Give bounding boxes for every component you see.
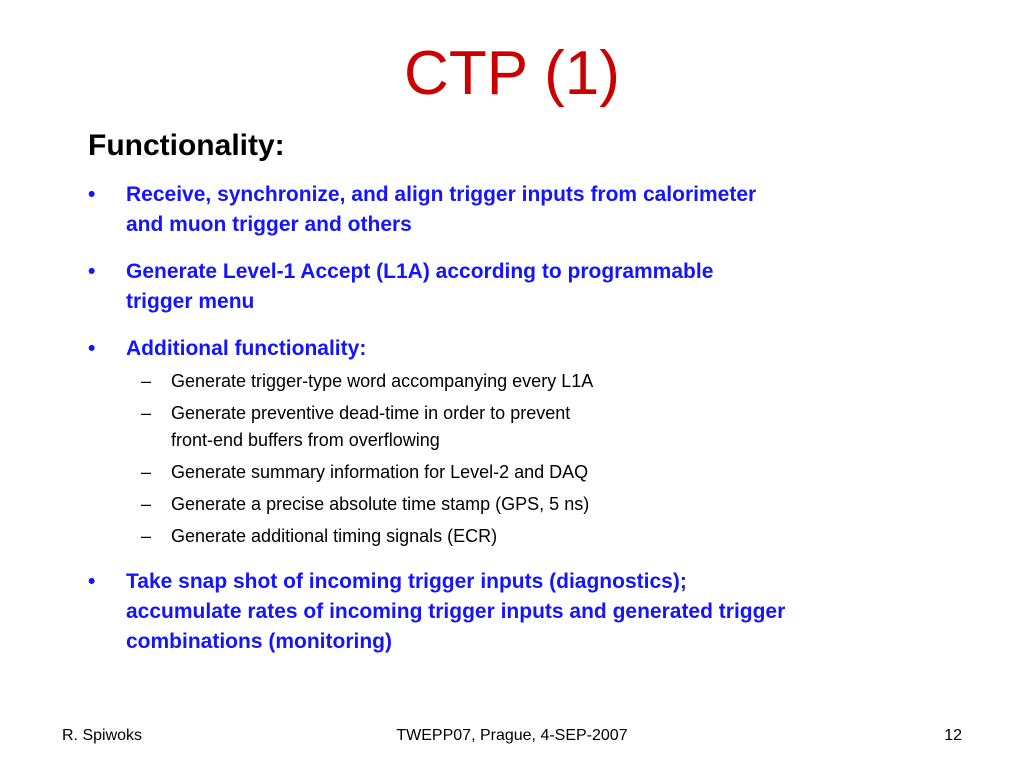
bullet-marker: • [88,337,96,360]
sub-bullet-list [126,368,948,550]
sub-item-summary [126,459,948,486]
sub-item-trigger-type [126,368,948,395]
dash-marker: – [141,462,152,482]
bullet-text-line: Generate Level-1 Accept (L1A) according to programmable [126,260,714,283]
bullet-item-generate-l1a [88,257,948,317]
bullet-text-line: accumulate rates of incoming trigger inputs and generated trigger [126,600,786,623]
slide-title: CTP (1) [404,39,620,108]
bullet-text-line: Receive, synchronize, and align trigger inputs from calorimeter [126,183,757,206]
sub-item-timing-signals [126,523,948,550]
footer-event: TWEPP07, Prague, 4-SEP-2007 [396,727,628,744]
section-heading: Functionality: [88,129,285,162]
bullet-marker: • [88,183,96,206]
bullet-marker: • [88,570,96,593]
footer-author: R. Spiwoks [62,727,143,744]
dash-marker: – [141,371,152,391]
bullet-marker: • [88,260,96,283]
bullet-item-receive [88,180,948,240]
bullet-text-line: Additional functionality: [126,337,367,360]
sub-item-text-line: Generate additional timing signals (ECR) [171,526,498,546]
footer-page-number: 12 [944,727,962,744]
sub-item-text-line: Generate trigger-type word accompanying every L1A [171,371,594,391]
dash-marker: – [141,526,152,546]
sub-item-text-line: front-end buffers from overflowing [171,430,440,450]
bullet-item-snapshot [88,567,948,657]
bullet-item-additional [88,334,948,550]
sub-item-text-line: Generate summary information for Level-2 and DAQ [171,462,589,482]
dash-marker: – [141,403,152,423]
sub-item-text-line: Generate preventive dead-time in order to prevent [171,403,571,423]
sub-item-time-stamp [126,491,948,518]
bullet-text-line: Take snap shot of incoming trigger inputs (diagnostics); [126,570,687,593]
sub-item-text-line: Generate a precise absolute time stamp (GPS, 5 ns) [171,494,590,514]
bullet-text-line: and muon trigger and others [126,213,412,236]
dash-marker: – [141,494,152,514]
bullet-text-line: combinations (monitoring) [126,630,392,653]
bullet-list [88,180,948,657]
sub-item-dead-time [126,400,948,454]
bullet-text-line: trigger menu [126,290,255,313]
